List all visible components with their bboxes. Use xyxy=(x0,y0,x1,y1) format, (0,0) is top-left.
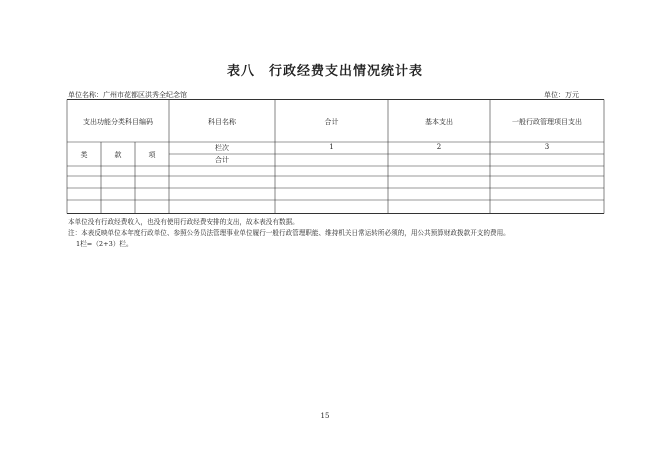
col-number-2: 2 xyxy=(436,143,442,151)
header-total: 合计 xyxy=(324,118,339,126)
header-basic: 基本支出 xyxy=(425,118,453,126)
note-formula: 1栏=（2+3）栏。 xyxy=(76,240,133,248)
col-number-1: 1 xyxy=(329,143,334,151)
page-number: 15 xyxy=(320,412,330,420)
col-number-3: 3 xyxy=(544,143,550,151)
note-explanation: 注：本表反映单位本年度行政单位、参照公务员法管理事业单位履行一般行政管理职能、维持机关日常运转所必须的，用公共预算财政拨款开支的费用。 xyxy=(68,229,510,237)
unit-name: 单位名称：广州市花都区洪秀全纪念馆 xyxy=(68,91,187,99)
header-kuan: 款 xyxy=(114,151,122,159)
header-func-class: 支出功能分类科目编码 xyxy=(83,118,153,126)
currency-unit: 单位：万元 xyxy=(544,91,579,99)
page-title: 表八 行政经费支出情况统计表 xyxy=(226,64,423,79)
notes-block xyxy=(68,217,510,250)
header-xiang: 项 xyxy=(148,151,156,159)
header-project: 一般行政管理项目支出 xyxy=(512,118,582,126)
header-lei: 类 xyxy=(80,151,88,159)
row-label-lanci: 栏次 xyxy=(215,144,229,152)
note-no-data: 本单位没有行政经费收入，也没有使用行政经费安排的支出，故本表没有数据。 xyxy=(68,218,299,226)
row-label-heji: 合计 xyxy=(215,156,229,164)
header-subject-name: 科目名称 xyxy=(208,118,236,126)
